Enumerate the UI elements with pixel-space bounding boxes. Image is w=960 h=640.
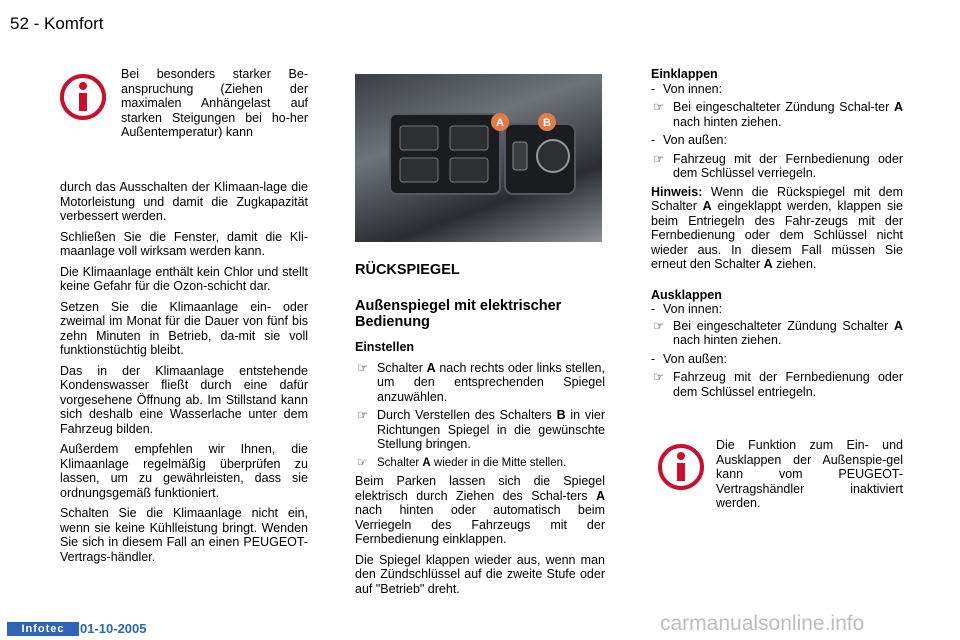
info-icon	[656, 442, 706, 492]
item-text: Fahrzeug mit der Fernbedienung oder dem Schlüssel verriegeln.	[673, 151, 903, 180]
column-right	[651, 67, 903, 403]
item-text: wieder in die Mitte stellen.	[430, 456, 567, 469]
text: Wenn die Rückspiegel mit dem Schalter	[651, 184, 903, 213]
switch-key: A	[893, 100, 903, 114]
switch-key: A	[763, 257, 773, 271]
list-item	[355, 456, 605, 471]
dash-item: - Von außen:	[651, 133, 727, 147]
dash-item: - Von außen:	[651, 351, 727, 366]
item-text: Schalter	[377, 360, 427, 375]
info-icon	[58, 72, 108, 122]
switch-key: A	[595, 488, 605, 503]
pointing-hand-icon: ☞	[357, 408, 369, 422]
dash-item: - Von innen:	[651, 81, 723, 96]
paragraph: Die Klimaanlage enthält kein Chlor und stellt keine Gefahr für die Ozon-schicht dar.	[60, 264, 308, 293]
infotec-logo: Infotec	[7, 622, 79, 636]
item-text: Bei eingeschalteter Zündung Schalter	[673, 318, 894, 333]
item-text: nach hinten ziehen.	[673, 114, 782, 129]
pointing-hand-icon: ☞	[357, 360, 369, 375]
lead-text: Bei besonders starker Be-anspruchung (Ziehen der maximalen Anhängelast auf starken Steigungen bei ho-her Außentemperatur) kann	[121, 67, 308, 139]
text: Von außen:	[663, 351, 727, 366]
text: eingeklappt werden, klappen sie beim Entriegeln des Fahr-zeugs mit der Fernbedienung oder dem Schlüssel nicht wieder aus. In diesem Fall müssen Sie erneut den Schalter	[651, 199, 903, 271]
einklappen-heading: Einklappen	[651, 67, 718, 81]
pointing-hand-icon: ☞	[653, 318, 665, 333]
item-text: Bei eingeschalteter Zündung Schal-ter	[673, 100, 894, 114]
list-item	[651, 152, 903, 181]
paragraph	[355, 474, 605, 547]
switch-key: B	[556, 408, 566, 422]
pointing-hand-icon: ☞	[653, 151, 665, 166]
paragraph: Schließen Sie die Fenster, damit die Kli-maanlage voll wirksam werden kann.	[60, 229, 308, 258]
paragraph: durch das Ausschalten der Klimaan-lage die Motorleistung und damit die Zugkapazität verbessert werden.	[60, 180, 308, 223]
pointing-hand-icon: ☞	[357, 456, 368, 469]
einstellen-heading: Einstellen	[355, 340, 415, 354]
note-text: Die Funktion zum Ein- und Ausklappen der Außenspie-gel kann vom PEUGEOT-Vertragshändler inaktiviert werden.	[716, 438, 903, 510]
page-header: 52 - Komfort	[10, 14, 104, 33]
item-text: in vier Richtungen Spiegel in die gewünschte Stellung bringen.	[377, 408, 605, 451]
text: Von außen:	[663, 133, 727, 147]
paragraph: Außerdem empfehlen wir Ihnen, die Klimaanlage regelmäßig überprüfen zu lassen, um zu gewährleisten, dass sie ordnungsgemäß funktioniert.	[60, 442, 308, 500]
paragraph: Schalten Sie die Klimaanlage nicht ein, wenn sie keine Kühlleistung bringt. Wenden Sie sich in diesem Fall an einen PEUGEOT- Vertrags-händler.	[60, 506, 308, 564]
list-item	[651, 319, 903, 348]
ausklappen-heading: Ausklappen	[651, 287, 722, 302]
item-text: Schalter	[377, 456, 423, 469]
paragraph: Die Spiegel klappen wieder aus, wenn man den Zündschlüssel auf die zweite Stufe oder auf "Betrieb" dreht.	[355, 552, 605, 596]
label-b: B	[543, 117, 551, 129]
text: ziehen.	[772, 257, 817, 271]
text: Beim Parken lassen sich die Spiegel elektrisch durch Ziehen des Schal-ters	[355, 474, 605, 503]
text: Von innen:	[663, 81, 723, 96]
text: nach hinten oder automatisch beim Verriegeln des Fahrzeugs mit der Fernbedienung einklappen.	[355, 503, 605, 546]
switch-key: A	[426, 360, 436, 375]
switch-key: A	[893, 318, 903, 333]
item-text: Durch Verstellen des Schalters	[377, 408, 557, 422]
mirror-switch-photo	[355, 74, 602, 242]
list-item	[355, 408, 605, 452]
list-item	[651, 370, 903, 399]
switch-key: A	[422, 456, 431, 469]
list-item	[355, 361, 605, 405]
switch-key: A	[702, 199, 712, 213]
item-text: nach rechts oder links stellen, um den entsprechenden Spiegel anzuwählen.	[377, 360, 605, 404]
hint-label: Hinweis:	[651, 184, 703, 199]
subsection-heading: Außenspiegel mit elektrischer Bedienung	[355, 298, 562, 330]
dash-item: - Von innen:	[651, 302, 723, 316]
pointing-hand-icon: ☞	[653, 100, 665, 114]
paragraph: Setzen Sie die Klimaanlage ein- oder zweimal im Monat für die Dauer von fünf bis zehn Minuten in Betrieb, da-mit sie voll funktionstüchtig bleibt.	[60, 299, 308, 357]
list-item	[651, 100, 903, 129]
watermark: carmanualsonline.info	[660, 612, 865, 635]
column-left	[60, 180, 308, 570]
text: Von innen:	[663, 302, 723, 316]
footer-date: 01-10-2005	[80, 621, 147, 636]
label-a: A	[496, 117, 504, 129]
column-middle	[355, 340, 605, 602]
paragraph: Das in der Klimaanlage entstehende Kondenswasser fließt durch eine dafür vorgesehene Öffnung ab. Im Stillstand kann sich deshalb eine Wasserlache unter dem Fahrzeug bilden.	[60, 363, 308, 436]
item-text: nach hinten ziehen.	[673, 333, 782, 347]
pointing-hand-icon: ☞	[653, 370, 665, 384]
item-text: Fahrzeug mit der Fernbedienung oder dem Schlüssel entriegeln.	[673, 370, 903, 399]
paragraph	[651, 185, 903, 272]
section-heading: RÜCKSPIEGEL	[355, 262, 460, 278]
